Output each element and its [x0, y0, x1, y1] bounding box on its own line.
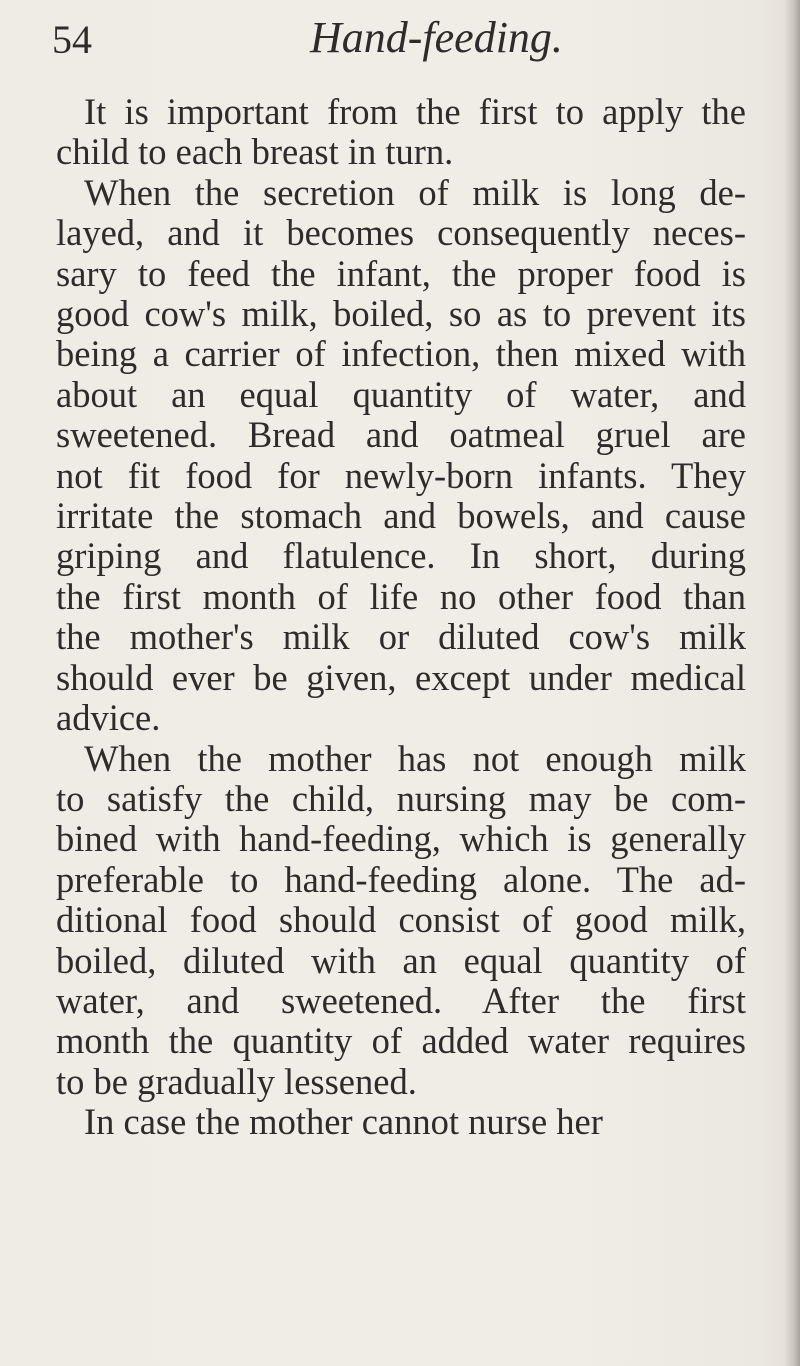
text-line: boiled, diluted with an equal quantity of: [56, 939, 746, 981]
text-line: griping and flatulence. In short, during: [56, 535, 746, 577]
text-line: When the mother has not enough milk: [84, 737, 746, 779]
text-line: preferable to hand-feeding alone. The ad-: [56, 858, 746, 900]
text-line: to satisfy the child, nursing may be com-: [56, 777, 746, 819]
text-line: to be gradually lessened.: [56, 1060, 417, 1102]
text-line: sweetened. Bread and oatmeal gruel are: [56, 414, 746, 456]
text-line: ditional food should consist of good milk,: [56, 899, 746, 941]
text-line: child to each breast in turn.: [56, 131, 454, 173]
text-line: about an equal quantity of water, and: [56, 373, 746, 415]
body-text: [56, 92, 746, 1143]
text-line: When the secretion of milk is long de-: [84, 171, 746, 213]
page-edge-shadow: [784, 0, 800, 1366]
text-line: the first month of life no other food than: [56, 575, 746, 617]
text-line: being a carrier of infection, then mixed with: [56, 333, 746, 375]
page-number: 54: [52, 17, 92, 62]
text-line: In case the mother cannot nurse her: [84, 1101, 603, 1143]
page-header: [52, 4, 672, 74]
text-line: It is important from the first to apply the: [84, 91, 746, 132]
text-line: advice.: [56, 697, 161, 739]
text-line: bined with hand-feeding, which is generally: [56, 818, 746, 860]
text-line: the mother's milk or diluted cow's milk: [56, 616, 746, 658]
text-line: irritate the stomach and bowels, and cause: [56, 495, 746, 537]
text-line: should ever be given, except under medical: [56, 656, 746, 698]
text-line: sary to feed the infant, the proper food is: [56, 252, 746, 294]
text-line: good cow's milk, boiled, so as to prevent its: [56, 293, 746, 335]
text-line: water, and sweetened. After the first: [56, 979, 746, 1021]
text-line: not fit food for newly-born infants. They: [56, 454, 746, 496]
text-line: layed, and it becomes consequently neces-: [56, 212, 746, 254]
running-title: Hand-feeding.: [310, 13, 563, 62]
text-line: month the quantity of added water requires: [56, 1020, 746, 1062]
